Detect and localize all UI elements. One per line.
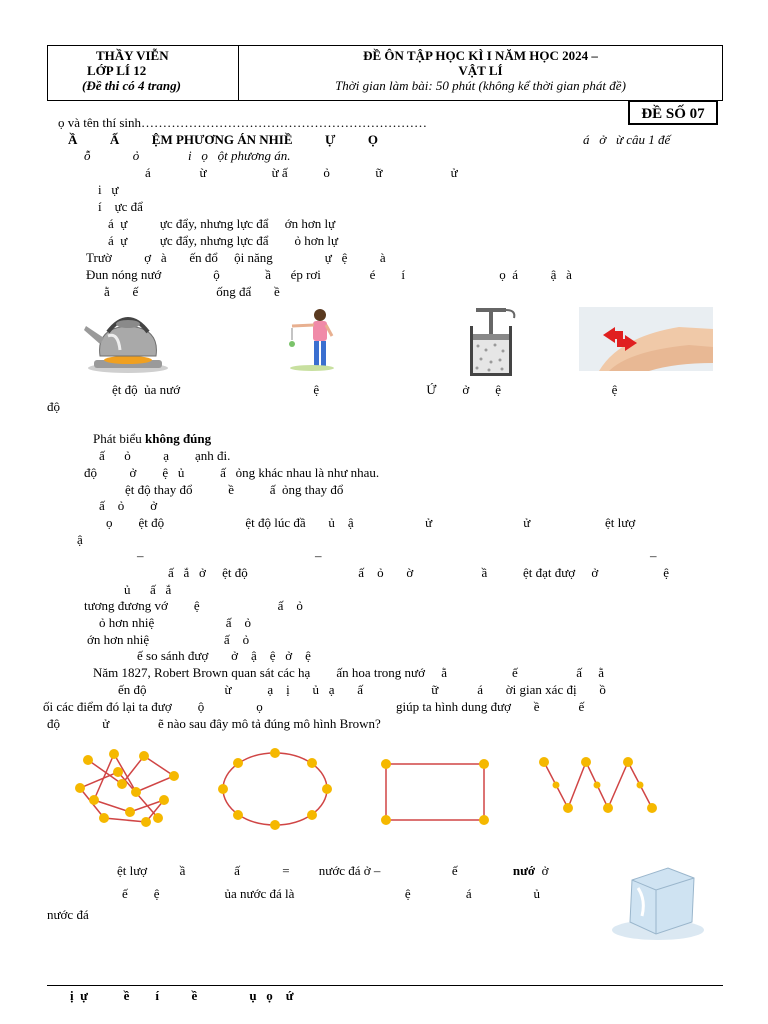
brown-option-d-wave: [532, 752, 662, 816]
exam-code-badge: ĐỀ SỐ 07: [628, 100, 718, 125]
q6-option-d: ế so sánh đượ ở ậ ệ ở ệ: [137, 648, 311, 663]
q3-line2: độ: [47, 399, 60, 414]
pages-note: (Đề thi có 4 trang): [82, 77, 181, 93]
q2-stem: Trườ ợ à ến đổ ội năng ự ệ à: [86, 250, 386, 265]
q8-line2: ế ệ ủa nước đá là ệ á ủ: [122, 886, 540, 901]
teacher-name: THẦY VIỄN: [96, 48, 169, 63]
section-instruction-line2: ỗ ỏ i ọ ột phương án.: [84, 148, 291, 163]
q5-line1: ọ ệt độ ệt độ lúc đầ ủ ậ ử ử ệt lượ: [106, 515, 636, 530]
rubbing-hands-image: [579, 307, 713, 371]
header-left-cell: [48, 46, 239, 101]
brown-option-a-zigzag: [74, 748, 182, 828]
q1-option-a: i ự: [98, 182, 119, 197]
q5-dash-3: –: [650, 548, 657, 563]
q5-dash-1: –: [137, 548, 144, 563]
q1-option-b: í ực đẩ: [98, 199, 143, 214]
footer-rule: [47, 985, 723, 986]
time-note: Thời gian làm bài: 50 phút (không kể thời gian phát đề): [335, 77, 626, 93]
q5-dash-2: –: [315, 548, 322, 563]
footer-note: ị ự ề í ề ụ ọ ứ: [70, 988, 294, 1003]
ice-cube-image: [608, 860, 708, 942]
section-title: Ầ Ấ ỆM PHƯƠNG ÁN NHIỀ Ự Ọ: [68, 132, 378, 147]
exam-title: ĐỀ ÔN TẬP HỌC KÌ I NĂM HỌC 2024 –: [363, 48, 598, 63]
q8-line1-text: ệt lượ ầ ấ = nước đá ở – ế nướ ở: [117, 863, 549, 878]
q4-stem-bold: không đúng: [145, 431, 212, 446]
brown-option-c-rectangle: [380, 758, 490, 826]
q8-line3: nước đá: [47, 907, 89, 922]
q8-line1: [117, 864, 549, 879]
header-table: [47, 45, 723, 101]
q7-line3: ối các điểm đó lại ta đượ ộ ọ giúp ta hình dung đượ ề ế: [43, 699, 585, 714]
q6-option-c: ớn hơn nhiệ ấ ỏ: [87, 632, 250, 647]
class-label: LỚP LÍ 12: [87, 62, 147, 78]
q4-option-b: độ ở ệ ủ ấ ỏng khác nhau là như nhau.: [84, 465, 380, 480]
q2-line2: Đun nóng nướ ộ ầ ép rơi é í ọ á ậ à: [86, 267, 572, 282]
piston-image: [462, 304, 522, 376]
q7-line1: Năm 1827, Robert Brown quan sát các hạ ấn hoa trong nướ ằ ế ấ ằ: [93, 665, 605, 680]
brown-option-b-circle: [215, 748, 335, 834]
q7-line2: ến độ ừ ạ ị ủ ạ ấ ữ á ời gian xác đị ồ: [118, 682, 606, 697]
q6-option-a: tương đương vớ ệ ấ ỏ: [84, 598, 303, 613]
q7-line4: độ ử ẽ nào sau đây mô tả đúng mô hình Brown?: [47, 716, 381, 731]
section-instruction: á ở ừ câu 1 đế: [583, 132, 671, 147]
q6-stem: ấ ắ ở ệt độ ấ ỏ ờ ầ ệt đạt đượ ở ệ: [168, 565, 670, 580]
q8-bold-word: nướ: [512, 863, 536, 878]
student-name-line: ọ và tên thí sinh…………………………………………………………: [58, 115, 428, 130]
q4-option-a: ấ ỏ ạ ạnh đi.: [99, 448, 231, 463]
q1-option-c: á ự ực đẩy, nhưng lực đẩ ớn hơn lự: [108, 216, 336, 231]
header-right-cell: [239, 46, 723, 101]
q6-option-b: ỏ hơn nhiệ ấ ỏ: [99, 615, 252, 630]
q4-option-c: ệt độ thay đổ ề ấ ỏng thay đổ: [125, 482, 344, 497]
q1-option-d: á ự ực đẩy, nhưng lực đẩ ỏ hơn lự: [108, 233, 339, 248]
q6-line2: ủ ấ ắ: [124, 582, 172, 597]
q4-option-d: ấ ỏ ở: [99, 498, 158, 513]
q2-line3: ằ ế ống đẩ ề: [104, 284, 280, 299]
q4-stem-text: Phát biểu: [93, 431, 145, 446]
subject-label: VẬT LÍ: [458, 62, 503, 78]
girl-image: [282, 306, 352, 372]
kettle-image: [78, 306, 178, 374]
q3-line1: ệt độ ủa nướ ệ Ứ ở ệ ệ: [112, 382, 618, 397]
q5-line2: ậ: [77, 532, 83, 547]
q4-stem: [93, 432, 211, 447]
q1-stem: á ừ ừ ấ ỏ ữ ử: [145, 165, 458, 180]
